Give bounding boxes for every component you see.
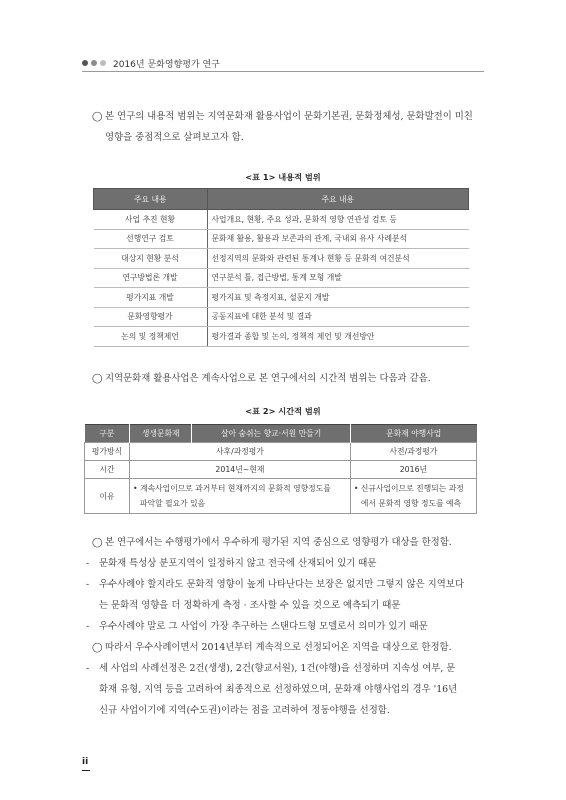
cell-text: • 신규사업이므로 진행되는 과정 xyxy=(353,484,464,493)
table1-caption: <표 1> 내용적 범위 xyxy=(245,172,321,182)
table-cell: 평가결과 종합 및 논의, 정책적 제언 및 개선방안 xyxy=(207,327,469,347)
table-header-cell: 주요 내용 xyxy=(207,189,469,210)
table-cell: 평가지표 개발 xyxy=(94,288,208,308)
header-divider xyxy=(82,71,484,72)
dash-bullet-icon: - xyxy=(86,558,90,569)
paragraph-content-scope xyxy=(92,106,482,148)
paragraph-text: 우수사례야 말로 그 사업이 가장 추구하는 스탠다드형 모델로서 의미가 있기 때문 xyxy=(99,621,428,632)
dash-bullet-icon: - xyxy=(86,621,90,632)
header-dot-icon xyxy=(91,60,97,66)
table-header-cell: 구분 xyxy=(85,425,130,443)
table-cell: 평가방식 xyxy=(85,443,130,461)
table-cell xyxy=(350,479,476,514)
table-row xyxy=(94,288,469,308)
circle-bullet-icon: ◯ xyxy=(92,642,103,653)
paragraph-text: 따라서 우수사례이면서 2014년부터 계속적으로 선정되어온 지역을 대상으로 한정함. xyxy=(105,642,452,653)
table-cell: 사업 추진 현황 xyxy=(94,210,208,230)
cell-text: 에서 문화적 영향 정도를 예측 xyxy=(360,499,462,508)
paragraph-text: 신규 사업이기에 지역(수도권)이라는 점을 고려하여 정동야행을 선정함. xyxy=(99,705,390,716)
paragraph-time-scope xyxy=(92,368,482,389)
paragraph-text: 영향을 중점적으로 살펴보고자 함. xyxy=(105,132,244,143)
table-cell: 연구방법론 개발 xyxy=(94,268,208,288)
table-header-cell: 살아 숨쉬는 향교·서원 만들기 xyxy=(192,425,350,443)
dash-bullet-icon: - xyxy=(86,663,90,674)
page-number: ii xyxy=(82,757,89,767)
content-scope-table xyxy=(93,188,469,347)
table-row xyxy=(94,249,469,269)
table-header-cell: 문화재 야행사업 xyxy=(350,425,476,443)
cell-text: • 계속사업이므로 과거부터 현재까지의 문화적 영향정도를 xyxy=(133,484,331,493)
table-cell: 문화재 활용, 활용과 보존과의 관계, 국내외 유사 사례분석 xyxy=(207,229,469,249)
table-cell: 대상지 현황 분석 xyxy=(94,249,208,269)
table-row xyxy=(94,327,469,347)
table-cell: 논의 및 정책제언 xyxy=(94,327,208,347)
table-row xyxy=(94,210,469,230)
table-cell: 선정지역의 문화와 관련된 통계나 현황 등 문화적 여건분석 xyxy=(207,249,469,269)
table-cell: 문화영향평가 xyxy=(94,307,208,327)
table-row xyxy=(85,461,477,479)
paragraph-text: 본 연구에서는 수행평가에서 우수하게 평가된 지역 중심으로 영향평가 대상을 한정함. xyxy=(105,537,452,548)
table-cell: 사후/과정평가 xyxy=(130,443,351,461)
cell-text: 파악할 필요가 있음 xyxy=(140,499,206,508)
table-row xyxy=(85,443,477,461)
table2-caption: <표 2> 시간적 범위 xyxy=(245,406,321,416)
table-row xyxy=(94,268,469,288)
table-header-cell: 주요 내용 xyxy=(94,189,208,210)
paragraph-text: 본 연구의 내용적 범위는 지역문화재 활용사업이 문화기본권, 문화정체성, 문화발전이 미친 xyxy=(105,111,473,122)
running-header xyxy=(82,56,220,70)
table-cell: 평가지표 및 측정지표, 설문지 개발 xyxy=(207,288,469,308)
table-row xyxy=(85,479,477,514)
paragraph-text: 우수사례야 할지라도 문화적 영향이 높게 나타난다는 보장은 없지만 그렇지 않은 지역보다 xyxy=(99,579,464,590)
page-number-underline xyxy=(82,770,90,771)
circle-bullet-icon: ◯ xyxy=(92,373,103,384)
table-cell: 연구분석 틀, 접근방법, 통계 모형 개발 xyxy=(207,268,469,288)
time-scope-table xyxy=(84,424,477,514)
table-cell: 사업개요, 현황, 주요 성과, 문화적 영향 연관성 검토 등 xyxy=(207,210,469,230)
table-cell: 이유 xyxy=(85,479,130,514)
paragraph-text: 문화재 특성상 분포지역이 일정하지 않고 전국에 산재되어 있기 때문 xyxy=(99,558,377,569)
table-row xyxy=(94,229,469,249)
table-cell: 2016년 xyxy=(350,461,476,479)
paragraph-text: 는 문화적 영향을 더 정확하게 측정 · 조사할 수 있을 것으로 예측되기 때문 xyxy=(99,600,401,611)
table-cell: 시간 xyxy=(85,461,130,479)
dash-bullet-icon: - xyxy=(86,579,90,590)
circle-bullet-icon: ◯ xyxy=(92,111,103,122)
table-cell xyxy=(130,479,351,514)
table-row xyxy=(94,307,469,327)
paragraph-target-scope xyxy=(86,532,482,721)
table-header-cell: 생생문화재 xyxy=(130,425,192,443)
paragraph-text: 세 사업의 사례선정은 2건(생생), 2건(향교서원), 1건(야행)을 선정하며 지속성 여부, 문 xyxy=(99,663,456,674)
header-dot-icon xyxy=(82,60,88,66)
header-dot-icon xyxy=(100,60,106,66)
circle-bullet-icon: ◯ xyxy=(92,537,103,548)
table-cell: 사전/과정평가 xyxy=(350,443,476,461)
paragraph-text: 화재 유형, 지역 등을 고려하여 최종적으로 선정하였으며, 문화재 야행사업의 경우 '16년 xyxy=(99,684,458,695)
table-cell: 선행연구 검토 xyxy=(94,229,208,249)
paragraph-text: 지역문화재 활용사업은 계속사업으로 본 연구에서의 시간적 범위는 다음과 같음. xyxy=(105,373,431,384)
table-cell: 공동지표에 대한 분석 및 결과 xyxy=(207,307,469,327)
table-cell: 2014년~현재 xyxy=(130,461,351,479)
header-title: 2016년 문화영향평가 연구 xyxy=(113,59,220,70)
